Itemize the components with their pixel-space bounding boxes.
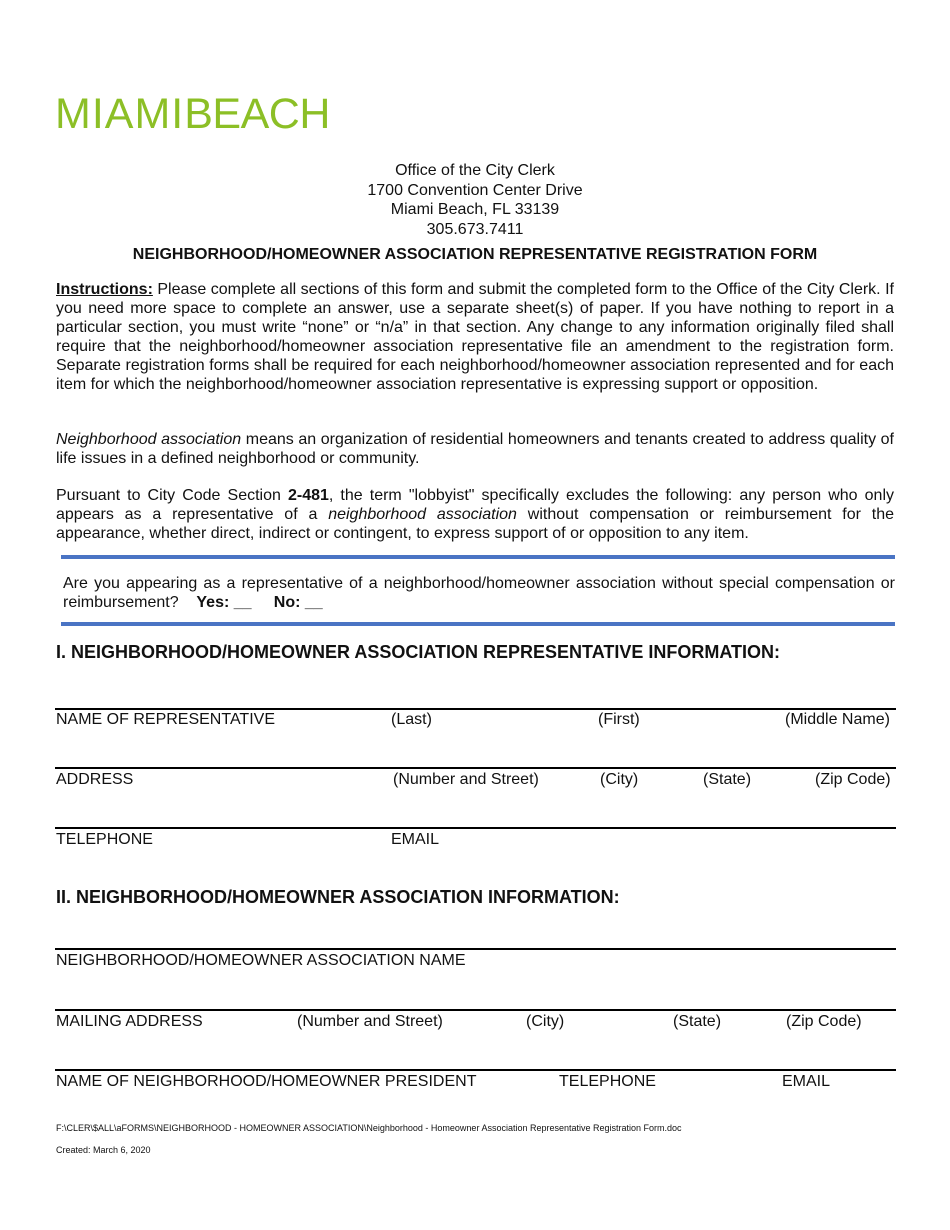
definition-term: Neighborhood association [56,431,242,448]
office-address-block [0,161,950,239]
mailing-street-label: (Number and Street) [297,1013,443,1030]
pursuant-paragraph [56,486,894,543]
office-name: Office of the City Clerk [395,162,555,179]
mailing-state-label: (State) [673,1013,722,1030]
last-name-label: (Last) [391,711,432,728]
logo-miami: MIAMI [55,90,185,138]
office-street: 1700 Convention Center Drive [367,181,583,199]
question-text: Are you appearing as a representative of a neighborhood/homeowner association without special compensation or reimbursement? [63,575,895,611]
street-label: (Number and Street) [393,771,539,788]
form-title: NEIGHBORHOOD/HOMEOWNER ASSOCIATION REPRESENTATIVE REGISTRATION FORM [132,246,818,263]
definition-paragraph [56,430,894,468]
telephone-label: TELEPHONE [56,831,153,848]
representative-question [63,574,895,612]
created-date-footer: Created: March 6, 2020 [56,1145,151,1155]
pursuant-text-2: , the term "lobbyist" specifically excludes the following: any person who only appears as a representative of a [56,487,895,523]
representative-name-label: NAME OF REPRESENTATIVE [56,711,275,728]
definition-text: means an organization of residential homeowners and tenants created to address quality of life issues in a defined neighborhood or community. [56,431,895,467]
mailing-address-line[interactable] [55,1009,896,1011]
pursuant-term: neighborhood association [328,506,517,523]
file-path-footer: F:\CLER\$ALL\aFORMS\NEIGHBORHOOD - HOMEOWNER ASSOCIATION\Neighborhood - Homeowner Association Representative Registration Form.doc [56,1123,682,1133]
zip-label: (Zip Code) [815,771,891,788]
representative-phone-line[interactable] [55,827,896,829]
no-answer-field[interactable]: No: __ [273,594,323,611]
middle-name-label: (Middle Name) [785,711,890,728]
office-city: Miami Beach, FL 33139 [390,201,560,218]
representative-name-line[interactable] [55,708,896,710]
president-email-label: EMAIL [782,1073,831,1090]
president-line[interactable] [55,1069,896,1071]
blue-divider-top [61,555,895,559]
first-name-label: (First) [598,711,640,728]
pursuant-text-3: without compensation or reimbursement for the appearance, whether direct, indirect or contingent, to express support of or opposition to any item. [56,506,895,542]
association-name-label: NEIGHBORHOOD/HOMEOWNER ASSOCIATION NAME [56,952,466,969]
president-name-label: NAME OF NEIGHBORHOOD/HOMEOWNER PRESIDENT [56,1073,477,1090]
mailing-zip-label: (Zip Code) [786,1013,862,1030]
instructions-paragraph [56,280,894,394]
president-telephone-label: TELEPHONE [559,1073,656,1090]
address-label: ADDRESS [56,771,134,788]
logo-beach: BEACH [184,90,330,138]
instructions-text: Please complete all sections of this form and submit the completed form to the Office of the City Clerk. If you need more space to complete an answer, use a separate sheet(s) of paper. If you have nothing to report in a particular section, you must write “none” or “n/a” in that section. Any change to any information originally filed shall require that the neighborhood/homeowner association representative file an amendment to the registration form. Separate registration forms shall be required for each neighborhood/homeowner association represented and for each item for which the neighborhood/homeowner association representative is expressing support or opposition. [56,281,894,393]
association-name-line[interactable] [55,948,896,950]
blue-divider-bottom [61,622,895,626]
representative-address-line[interactable] [55,767,896,769]
city-label: (City) [600,771,639,788]
email-label: EMAIL [391,831,440,848]
miami-beach-logo [55,88,330,140]
mailing-city-label: (City) [526,1013,565,1030]
code-section: 2-481 [287,487,329,504]
section2-heading: II. NEIGHBORHOOD/HOMEOWNER ASSOCIATION INFORMATION: [56,887,620,907]
instructions-label: Instructions: [56,281,153,298]
yes-answer-field[interactable]: Yes: __ [196,594,252,611]
office-phone: 305.673.7411 [426,220,524,238]
section1-heading: I. NEIGHBORHOOD/HOMEOWNER ASSOCIATION REPRESENTATIVE INFORMATION: [56,642,781,662]
mailing-address-label: MAILING ADDRESS [56,1013,203,1030]
pursuant-text-1: Pursuant to City Code Section [56,487,288,504]
state-label: (State) [703,771,752,788]
